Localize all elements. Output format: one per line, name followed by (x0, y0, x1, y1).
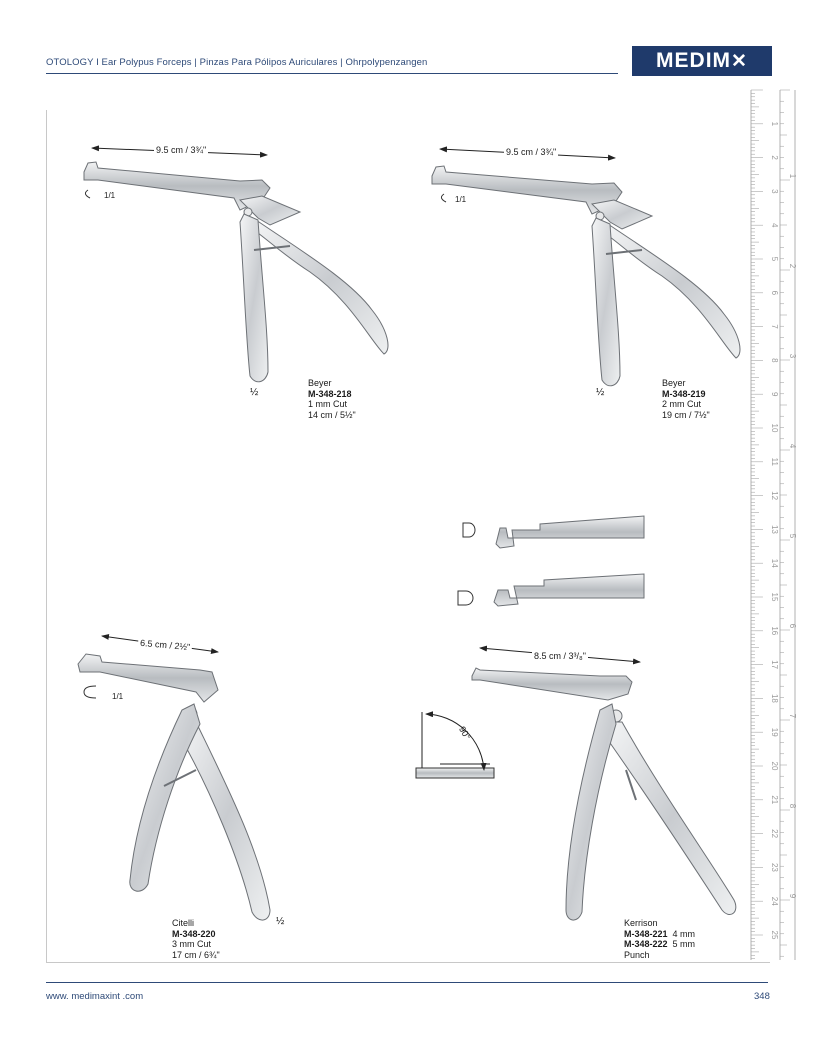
ruler-inch-label: 3 (788, 353, 797, 359)
beyer-1-tip-scale: 1/1 (104, 191, 116, 200)
ruler-inch-label: 6 (788, 623, 797, 629)
ruler-cm-label: 20 (770, 761, 779, 771)
measurement-ruler (750, 90, 796, 960)
ruler-cm-label: 22 (770, 829, 779, 839)
ruler-cm-label: 18 (770, 693, 779, 703)
product-name: Kerrison (624, 918, 658, 928)
ruler-cm-label: 23 (770, 862, 779, 872)
citelli-tip-scale: 1/1 (112, 692, 124, 701)
beyer-2-scale: ½ (596, 387, 605, 398)
ruler-cm-label: 6 (770, 290, 779, 296)
medimax-logo: MEDIM ✕ (632, 46, 772, 76)
beyer-forceps-drawing-2 (432, 149, 740, 386)
beyer-1-dimension: 9.5 cm / 3¾" (156, 145, 207, 155)
ruler-inch-label: 7 (788, 713, 797, 719)
ruler-cm-label: 19 (770, 727, 779, 737)
beyer-2-label (662, 378, 710, 420)
ruler-cm-label: 14 (770, 558, 779, 568)
product-size-1: 4 mm (672, 928, 696, 939)
product-code: M-348-220 (172, 928, 216, 939)
ruler-cm-label: 12 (770, 491, 779, 501)
product-code: M-348-219 (662, 388, 706, 399)
product-cut: 2 mm Cut (662, 399, 702, 409)
tip-detail-drawings (458, 516, 644, 606)
ruler-cm-label: 24 (770, 896, 779, 906)
ruler-cm-label: 8 (770, 358, 779, 363)
footer-website: www. medimaxint .com (46, 991, 144, 1002)
product-size: 19 cm / 7½" (662, 409, 710, 420)
ruler-cm-label: 9 (770, 391, 779, 397)
ruler-inch-label: 4 (788, 443, 797, 449)
citelli-label (172, 918, 220, 960)
beyer-1-scale: ½ (250, 387, 259, 398)
product-code: M-348-218 (308, 388, 352, 399)
ruler-inch-label: 2 (788, 263, 797, 269)
product-cut: 3 mm Cut (172, 939, 212, 949)
ruler-inch-label: 1 (788, 173, 797, 179)
ruler-inch-label: 9 (788, 893, 797, 899)
kerrison-label (624, 918, 695, 960)
product-size-2: 5 mm (672, 939, 696, 949)
citelli-dimension: 6.5 cm / 2½" (139, 637, 191, 653)
product-code-1: M-348-221 (624, 928, 668, 939)
ruler-cm-label: 7 (770, 324, 779, 329)
product-size: 17 cm / 6¾" (172, 949, 220, 960)
ruler-cm-label: 16 (770, 626, 779, 636)
ruler-cm-label: 15 (770, 592, 779, 602)
beyer-1-label (308, 378, 356, 420)
product-name: Beyer (662, 378, 686, 388)
kerrison-dimension: 8.5 cm / 3³/₈" (534, 651, 586, 661)
beyer-2-tip-scale: 1/1 (455, 195, 467, 204)
ruler-inch-label: 5 (788, 533, 797, 539)
ruler-cm-label: 3 (770, 189, 779, 194)
ruler-cm-label: 2 (770, 155, 779, 160)
ruler-cm-label: 10 (770, 423, 779, 433)
citelli-forceps-drawing (78, 636, 270, 920)
ruler-cm-label: 25 (770, 930, 779, 940)
ruler-cm-label: 21 (770, 795, 779, 805)
page-number: 348 (754, 991, 770, 1002)
ruler-cm-label: 1 (770, 121, 779, 127)
ruler-cm-label: 17 (770, 660, 779, 670)
kerrison-angle: 90° (457, 724, 473, 742)
beyer-forceps-drawing-1 (84, 148, 388, 382)
product-size: 14 cm / 5½" (308, 409, 356, 420)
kerrison-punch-drawing (416, 648, 736, 920)
ruler-cm-label: 5 (770, 256, 779, 262)
ruler-cm-label: 13 (770, 524, 779, 534)
product-cut: 1 mm Cut (308, 399, 348, 409)
ruler-cm-label: 11 (770, 457, 779, 466)
citelli-scale: ½ (276, 916, 285, 927)
footer-rule (46, 982, 768, 983)
page-header-title: OTOLOGY I Ear Polypus Forceps | Pinzas Para Pólipos Auriculares | Ohrpolypenzangen (46, 57, 428, 68)
beyer-2-dimension: 9.5 cm / 3¾" (506, 147, 557, 157)
product-name: Citelli (172, 918, 195, 928)
product-name: Beyer (308, 378, 332, 388)
product-type: Punch (624, 949, 650, 960)
ruler-cm-label: 4 (770, 222, 779, 228)
ruler-inch-label: 8 (788, 803, 797, 809)
product-code-2: M-348-222 (624, 939, 668, 949)
